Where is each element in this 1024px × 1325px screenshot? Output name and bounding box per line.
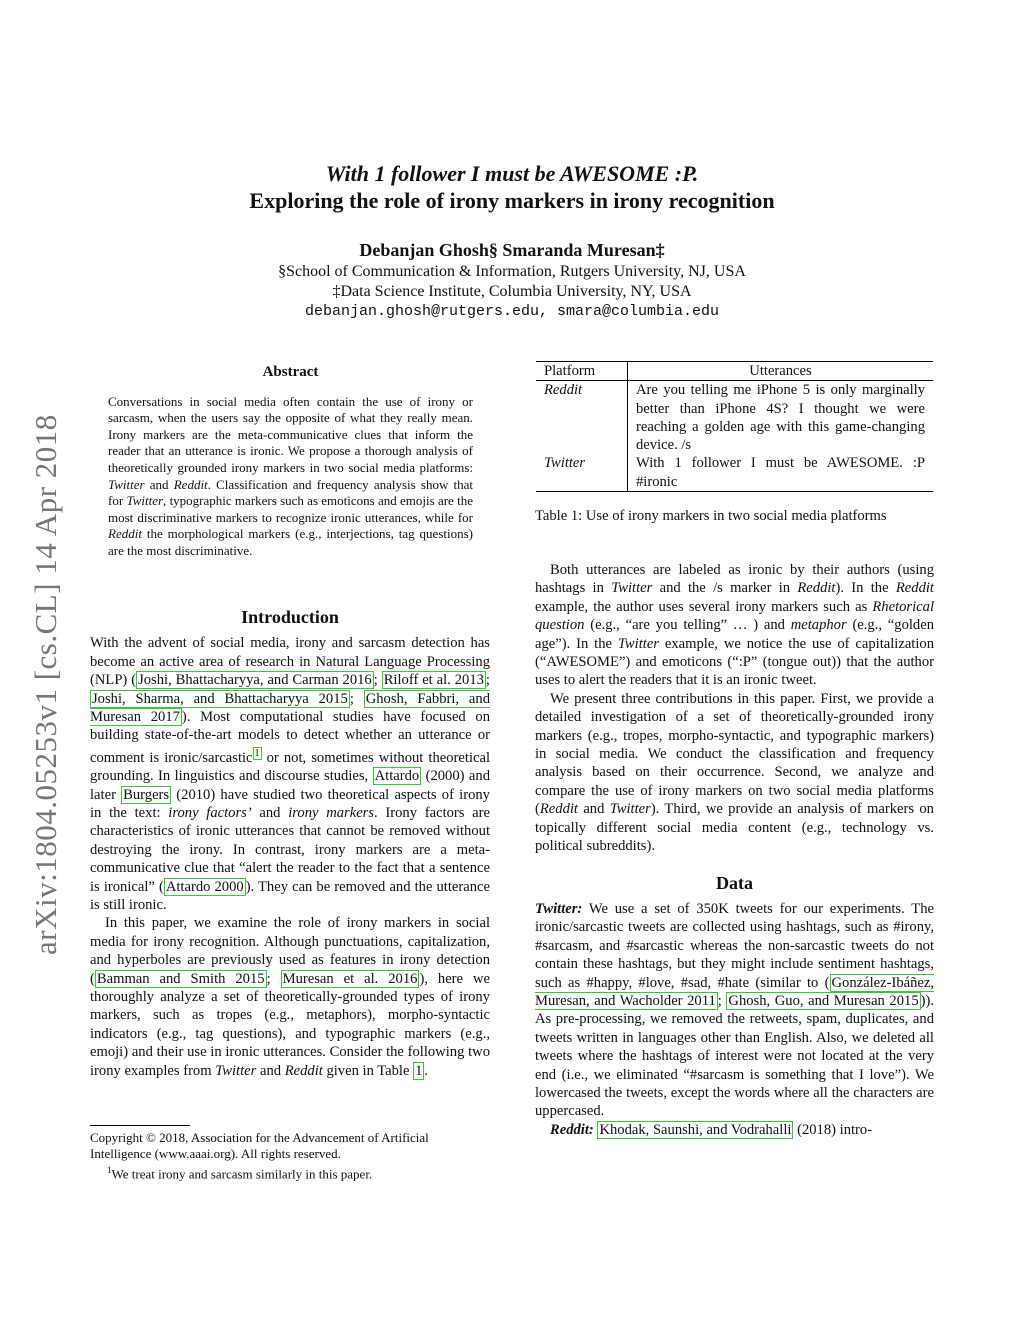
table-cell-platform: Reddit <box>536 381 628 455</box>
author-emails: debanjan.ghosh@rutgers.edu, smara@columbia.edu <box>304 303 720 320</box>
footnotes <box>90 1125 490 1182</box>
citation-link[interactable]: Attardo 2000 <box>165 878 244 895</box>
table-link[interactable]: 1 <box>415 1062 423 1079</box>
table-cell-platform: Twitter <box>536 454 628 491</box>
right-column <box>535 561 934 1139</box>
footnote-rule <box>90 1125 190 1126</box>
arxiv-stamp: arXiv:1804.05253v1 [cs.CL] 14 Apr 2018 <box>28 414 63 955</box>
affiliation-1: §School of Communication & Information, Rutgers University, NJ, USA <box>278 263 746 280</box>
title-line-2: Exploring the role of irony markers in irony recognition <box>249 188 775 213</box>
table-row <box>536 454 933 491</box>
citation-link[interactable]: Muresan et al. 2016 <box>282 970 418 987</box>
body-paragraph: Both utterances are labeled as ironic by their authors (using hashtags in Twitter and the /s marker in Reddit). In the Reddit example, the author uses several irony markers such as Rhetorical question (e.g., “are you telling” … ) and metaphor (e.g., “golden age”). In the Twitter example, we notice the use of capitalization (“AWESOME”) and emoticons (“:P” (tongue out)) that the author uses to alert the readers that it is an ironic tweet. <box>535 562 934 689</box>
copyright-notice: Copyright © 2018, Association for the Advancement of Artificial Intelligence (www.aaai.org). All rights reserved. <box>90 1130 429 1161</box>
citation-link[interactable]: Ghosh, Fabbri, and Muresan 2017 <box>90 690 490 726</box>
table-header-utterances: Utterances <box>628 362 934 381</box>
introduction-heading: Introduction <box>241 607 339 627</box>
body-paragraph: We present three contributions in this paper. First, we provide a detailed investigation of a set of theoretically-grounded irony markers (e.g., tropes, morpho-syntactic, and typographic markers) in social media. We conduct the classification and frequency analysis based on their occurrence. Second, we analyze and compare the use of irony markers on two social media platforms (Reddit and Twitter). Third, we provide an analysis of markers on topically different social media content (e.g., technology vs. political subreddits). <box>535 690 934 855</box>
table-header-platform: Platform <box>536 362 628 381</box>
author-block <box>0 240 1024 322</box>
affiliation-2: ‡Data Science Institute, Columbia University, NY, USA <box>332 283 692 300</box>
data-heading: Data <box>716 872 753 893</box>
citation-link[interactable]: González-Ibáñez, Muresan, and Wacholder 2011 <box>535 974 934 1009</box>
data-paragraph-twitter: Twitter: We use a set of 350K tweets for our experiments. The ironic/sarcastic tweets are collected using hashtags, such as #irony, #sarcasm, and #sarcastic whereas the non-sarcastic tweets do not contain these hashtags, but they might include sentiment hashtags, such as #happy, #love, #sad, #hate (similar to ( González-Ibáñez, Muresan, and Wacholder 2011 ; Ghosh, Guo, and Muresan 2015 )). As pre-processing, we removed the retweets, spam, duplicates, and tweets written in languages other than English. Also, we deleted all tweets where the hashtags of interest were not located at the very end (i.e., we eliminated “#sarcasm is something that I love”). We lowercased the tweets, except the words where all the characters are uppercased. <box>535 900 934 1120</box>
citation-link[interactable]: Bamman and Smith 2015 <box>96 970 265 987</box>
author-names: Debanjan Ghosh§ Smaranda Muresan‡ <box>359 240 665 260</box>
citation-link[interactable]: Riloff et al. 2013 <box>383 672 484 689</box>
citation-link[interactable]: Ghosh, Guo, and Muresan 2015 <box>728 992 919 1009</box>
citation-link[interactable]: Attardo <box>374 768 420 785</box>
table-cell-utterance: Are you telling me iPhone 5 is only marginally better than iPhone 4S? I thought we were reaching a golden age with this game-changing device. /s <box>636 382 925 454</box>
abstract-heading: Abstract <box>262 364 319 380</box>
table-cell-utterance: With 1 follower I must be AWESOME. :P #ironic <box>628 454 934 491</box>
table-1-caption: Table 1: Use of irony markers in two social media platforms <box>535 508 887 524</box>
footnote-1: $^1$We treat irony and sarcasm similarly in this paper. <box>107 1165 373 1182</box>
intro-paragraph-2: In this paper, we examine the role of irony markers in social media for irony recognition. Although punctuations, capitalization, and hyperboles are previously used as features in irony detection ( Bamman and Smith 2015 ; Muresan et al. 2016 ), here we thoroughly analyze a set of theoretically-grounded types of irony markers, such as tropes (e.g., metaphors), morpho-syntactic indicators (e.g., tag questions), and typographic markers (e.g., emoji) and their use in ironic utterances. Consider the following two irony examples from Twitter and Reddit given in Table 1 . <box>90 915 490 1079</box>
table-row <box>536 381 933 455</box>
title-line-1: With 1 follower I must be AWESOME :P. <box>325 161 699 186</box>
paper-title <box>0 160 1024 214</box>
citation-link[interactable]: Joshi, Bhattacharyya, and Carman 2016 <box>138 672 372 689</box>
footnote-link[interactable]: 1 <box>254 747 260 759</box>
data-paragraph-reddit: Reddit: Khodak, Saunshi, and Vodrahalli (2018) intro- <box>550 1121 873 1138</box>
introduction-section <box>90 608 490 1080</box>
abstract <box>108 364 473 560</box>
abstract-text: Conversations in social media often contain the use of irony or sarcasm, when the users say the opposite of what they really mean. Irony markers are the meta-communicative clues that inform the reader that an utterance is ironic. We propose a thorough analysis of theoretically grounded irony markers in two social media platforms: Twitter and Reddit. Classification and frequency analysis show that for Twitter, typographic markers such as emoticons and emojis are the most discriminative markers to recognize ironic utterances, while for Reddit the morphological markers (e.g., interjections, tag questions) are the most discriminative. <box>108 393 473 558</box>
citation-link[interactable]: Khodak, Saunshi, and Vodrahalli <box>599 1121 792 1138</box>
citation-link[interactable]: Joshi, Sharma, and Bhattacharyya 2015 <box>92 690 348 707</box>
citation-link[interactable]: Burgers <box>123 786 170 803</box>
table-1 <box>536 361 933 492</box>
intro-paragraph-1: With the advent of social media, irony and sarcasm detection has become an active area of research in Natural Language Processing (NLP) ( Joshi, Bhattacharyya, and Carman 2016 ; Riloff et al. 2013 ; Joshi, Sharma, and Bhattacharyya 2015 ; Ghosh, Fabbri, and Muresan 2017 ). Most computational studies have focused on building state-of-the-art models to detect whether an utterance or comment is ironic/sarcastic $^1$ or not, sometimes without theoretical grounding. In linguistics and discourse studies, Attardo (2000) and later Burgers (2010) have studied two theoretical aspects of irony in the text: irony factors’ and irony markers. Irony factors are characteristics of ironic utterances that cannot be removed without destroying the irony. In contrast, irony markers are a meta-communicative clue that “alert the reader to the fact that a sentence is ironical” ( Attardo 2000 ). They can be removed and the utterance is still ironic. <box>90 635 491 913</box>
